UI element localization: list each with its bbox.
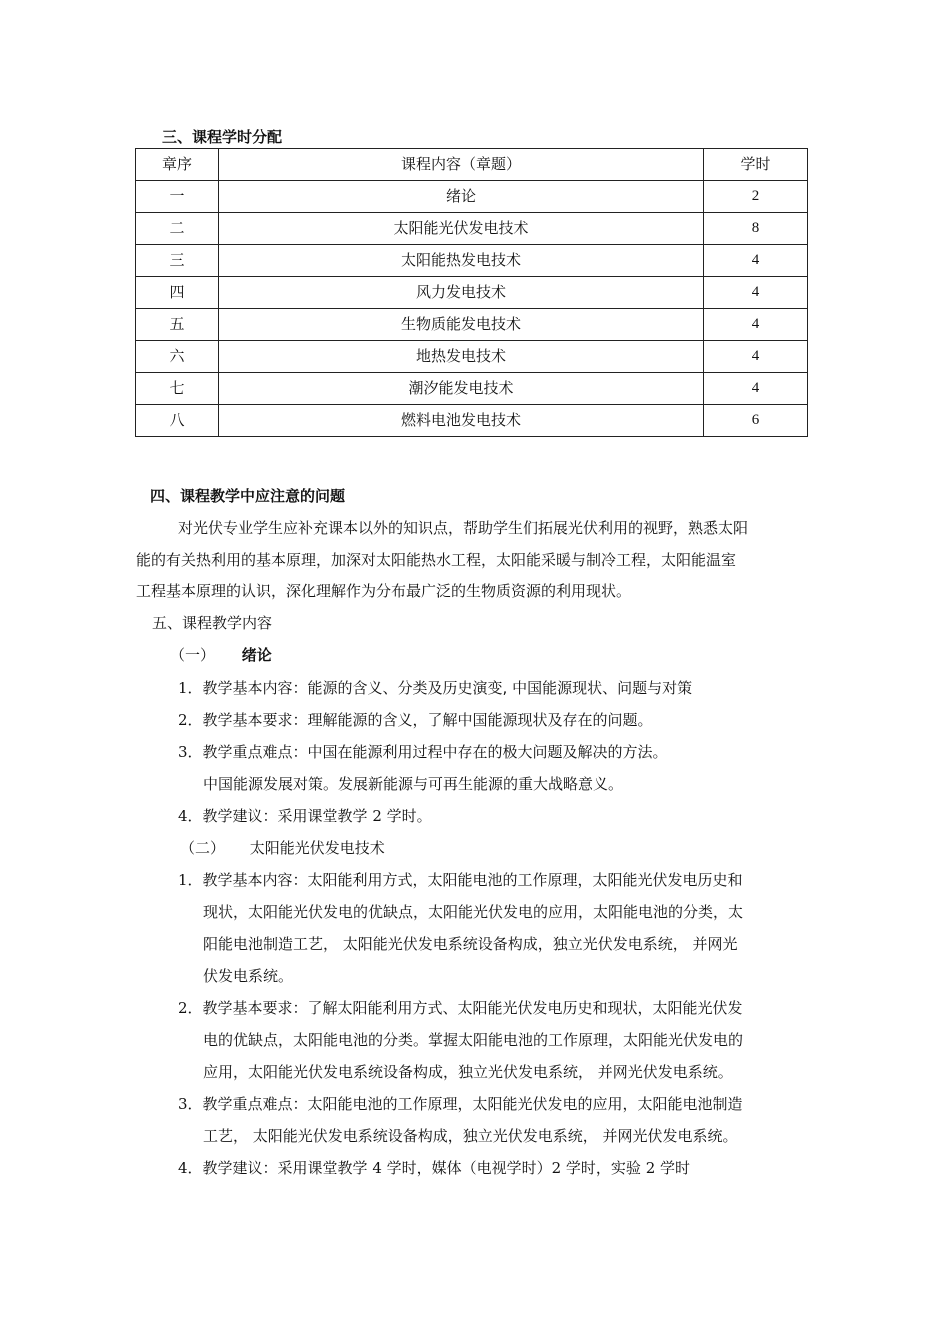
item-text: 能源的含义，了解中国能源现状及存在的问题。 [337, 711, 653, 729]
paragraph-line: 能的有关热利用的基本原理，加深对太阳能热水工程，太阳能采暖与制冷工程，太阳能温室 [136, 551, 737, 569]
chapter-cell: 二 [136, 213, 219, 245]
item-line: 电的优缺点，太阳能电池的分类。掌握太阳能电池的工作原理，太阳能光伏发电的 [203, 1031, 744, 1049]
table-row [136, 181, 808, 213]
hours-cell: 4 [704, 341, 808, 373]
part-1-item-3-line-1: 3．教学重点难点：中国在能源利用过程中存在的极大问题及解决的方法。 [178, 743, 668, 761]
item-label: 1．教学基本内容： [178, 679, 308, 697]
item-line: 伏发电系统。 [203, 967, 294, 985]
part-1-number: （一） [170, 646, 216, 664]
hours-cell: 6 [704, 405, 808, 437]
header-topic: 课程内容（章题） [219, 149, 704, 181]
part-1-heading [170, 644, 272, 665]
topic-cell: 风力发电技术 [219, 277, 704, 309]
part-2-heading [180, 837, 385, 858]
chapter-cell: 八 [136, 405, 219, 437]
table-row [136, 213, 808, 245]
hours-cell: 2 [704, 181, 808, 213]
part-1-item-3-line-2: 中国能源发展对策。发展新能源与可再生能源的重大战略意义。 [203, 775, 624, 793]
part-2-title: 太阳能光伏发电技术 [249, 839, 385, 857]
chapter-cell: 四 [136, 277, 219, 309]
section-4-title: 四、课程教学中应注意的问题 [150, 487, 346, 505]
part-1-item-4: 4．教学建议：采用课堂教学 2 学时。 [178, 807, 432, 825]
item-line: 2．教学基本要求：了解太阳能利用方式、太阳能光伏发电历史和现状，太阳能光伏发 [178, 999, 743, 1017]
hours-allocation-table [135, 148, 808, 437]
table-row [136, 245, 808, 277]
part-2-number: （二） [180, 839, 226, 857]
topic-cell: 太阳能光伏发电技术 [219, 213, 704, 245]
item-text: 能源的含义、分类及历史演变, 中国能源现状、问题与对策 [307, 679, 693, 697]
chapter-cell: 七 [136, 373, 219, 405]
part-1-item-2 [178, 709, 653, 730]
topic-cell: 太阳能热发电技术 [219, 245, 704, 277]
topic-cell: 燃料电池发电技术 [219, 405, 704, 437]
item-line: 现状，太阳能光伏发电的优缺点，太阳能光伏发电的应用，太阳能电池的分类，太 [203, 903, 744, 921]
table-row [136, 277, 808, 309]
chapter-cell: 三 [136, 245, 219, 277]
topic-cell: 绪论 [219, 181, 704, 213]
table-row [136, 405, 808, 437]
chapter-cell: 五 [136, 309, 219, 341]
hours-cell: 4 [704, 309, 808, 341]
section-3-title: 三、课程学时分配 [162, 128, 283, 146]
header-chapter: 章序 [136, 149, 219, 181]
topic-cell: 潮汐能发电技术 [219, 373, 704, 405]
item-line: 工艺， 太阳能光伏发电系统设备构成，独立光伏发电系统， 并网光伏发电系统。 [203, 1127, 738, 1145]
item-line: 阳能电池制造工艺， 太阳能光伏发电系统设备构成，独立光伏发电系统， 并网光 [203, 935, 738, 953]
section-5-title: 五、课程教学内容 [152, 614, 273, 632]
table-row [136, 373, 808, 405]
part-1-item-1 [178, 677, 692, 698]
hours-cell: 4 [704, 277, 808, 309]
table-row [136, 341, 808, 373]
table-row [136, 309, 808, 341]
paragraph-line: 对光伏专业学生应补充课本以外的知识点，帮助学生们拓展光伏利用的视野，熟悉太阳 [178, 519, 749, 537]
table-header-row [136, 149, 808, 181]
item-line: 应用，太阳能光伏发电系统设备构成，独立光伏发电系统， 并网光伏发电系统。 [203, 1063, 733, 1081]
paragraph-line: 工程基本原理的认识，深化理解作为分布最广泛的生物质资源的利用现状。 [136, 582, 632, 600]
hours-cell: 4 [704, 373, 808, 405]
chapter-cell: 一 [136, 181, 219, 213]
item-label: 2．教学基本要求：理解 [178, 711, 338, 729]
hours-cell: 4 [704, 245, 808, 277]
part-2-item-4: 4．教学建议：采用课堂教学 4 学时，媒体（电视学时）2 学时，实验 2 学时 [178, 1159, 691, 1177]
item-line: 1．教学基本内容：太阳能利用方式，太阳能电池的工作原理，太阳能光伏发电历史和 [178, 871, 743, 889]
chapter-cell: 六 [136, 341, 219, 373]
hours-cell: 8 [704, 213, 808, 245]
item-line: 3．教学重点难点：太阳能电池的工作原理，太阳能光伏发电的应用，太阳能电池制造 [178, 1095, 743, 1113]
part-1-title: 绪论 [241, 646, 272, 664]
topic-cell: 地热发电技术 [219, 341, 704, 373]
header-hours: 学时 [704, 149, 808, 181]
topic-cell: 生物质能发电技术 [219, 309, 704, 341]
